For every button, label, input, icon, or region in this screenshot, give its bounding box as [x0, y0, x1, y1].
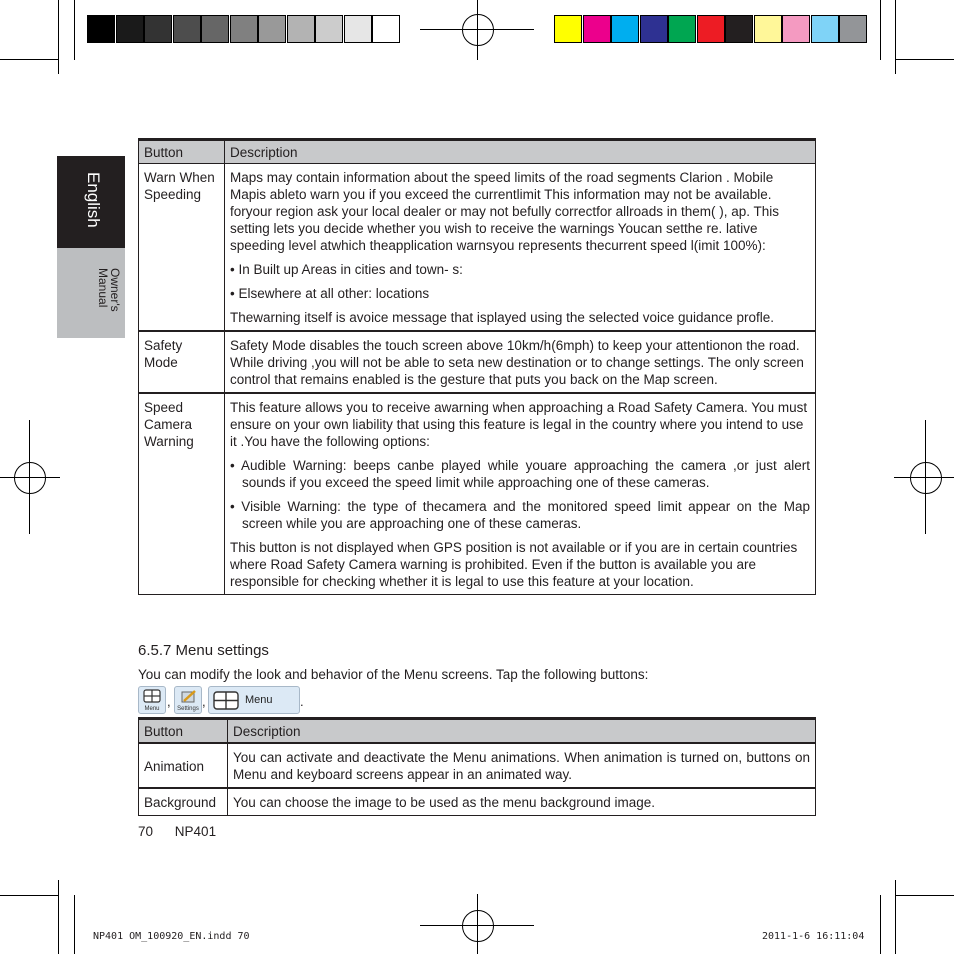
- row-button-name: Speed Camera Warning: [139, 393, 225, 595]
- language-tab: [57, 156, 125, 248]
- description-paragraph: Maps may contain information about the speed limits of the road segments Clarion . Mobile Mapis ableto warn you if you exceed the currentlimit This information may not be available. foryour region ask your local dealer or may not befully correctfor allroads in them( ), ap. This setting lets you decide whether you wish to receive the warnings Youcan setthe re. lative speeding level atwhich theapplication warnsyou represents thecurrent speed l(imit 100%):: [230, 170, 779, 253]
- color-swatch: [144, 15, 172, 43]
- table-row: [139, 331, 816, 393]
- slug-date: 2011-1-6 16:11:04: [762, 931, 865, 942]
- row-button-name: Safety Mode: [139, 331, 225, 393]
- color-swatch: [344, 15, 372, 43]
- header-description: Description: [225, 140, 816, 164]
- settings-icon-label: Settings: [177, 706, 199, 712]
- color-swatch: [87, 15, 115, 43]
- table-row: [139, 164, 816, 332]
- model-name: NP401: [174, 824, 217, 839]
- color-swatch: [782, 15, 810, 43]
- color-swatch: [583, 15, 611, 43]
- menu-button-icon[interactable]: [208, 686, 300, 714]
- color-swatch: [258, 15, 286, 43]
- row-button-name: Warn When Speeding: [139, 164, 225, 332]
- header-button: Button: [139, 719, 228, 744]
- description-paragraph: Safety Mode disables the touch screen above 10km/h(6mph) to keep your attentionon the road. While driving ,you will not be able to seta new destination or to change settings. The only screen control that remains enabled is the gesture that puts you back on the Map screen.: [230, 338, 804, 387]
- row-description: [225, 393, 816, 595]
- description-paragraph: Thewarning itself is avoice message that isplayed using the selected voice guidance profle.: [230, 310, 775, 325]
- table-row: [139, 393, 816, 595]
- description-bullet: • In Built up Areas in cities and town- s:: [230, 262, 463, 277]
- owners-manual-tab: [57, 248, 125, 338]
- color-swatch: [611, 15, 639, 43]
- color-swatch: [287, 15, 315, 43]
- page-number: 70: [138, 824, 154, 839]
- description-bullet: • Visible Warning: the type of thecamera and the monitored speed limit appear on the Map screen while you are approaching one of these cameras.: [230, 499, 810, 531]
- color-swatch: [839, 15, 867, 43]
- color-swatch: [230, 15, 258, 43]
- wrench-icon: [175, 688, 201, 706]
- row-description: [225, 164, 816, 332]
- description-paragraph: This button is not displayed when GPS position is not available or if you are in certain countries where Road Safety Camera warning is prohibited. Even if the button is available you are responsible for checking whether it is legal to use this feature at your location.: [230, 540, 798, 589]
- row-button-name: Animation: [139, 743, 228, 788]
- section-intro: You can modify the look and behavior of the Menu screens. Tap the following buttons:: [138, 667, 649, 682]
- section-heading: 6.5.7 Menu settings: [138, 642, 269, 659]
- color-swatch: [173, 15, 201, 43]
- menu-grid-icon: [139, 688, 165, 706]
- description-paragraph: This feature allows you to receive awarning when approaching a Road Safety Camera. You must ensure on your own liability that using this feature is legal in the country where you intend to use it .You have the following options:: [230, 400, 808, 449]
- color-swatch: [372, 15, 400, 43]
- separator: .: [300, 694, 304, 709]
- row-button-name: Background: [139, 788, 228, 816]
- table-header-row: [139, 719, 816, 744]
- separator: ,: [202, 694, 206, 709]
- color-swatch: [315, 15, 343, 43]
- row-description: You can choose the image to be used as the menu background image.: [228, 788, 816, 816]
- description-bullet: • Audible Warning: beeps canbe played while youare approaching the camera ,or just alert sounds if you exceed the speed limit while approaching one of these cameras.: [230, 458, 810, 490]
- color-swatch: [640, 15, 668, 43]
- row-description: [225, 331, 816, 393]
- menu-icon-label: Menu: [144, 706, 160, 712]
- table-row: [139, 788, 816, 816]
- language-label: English: [84, 172, 103, 228]
- menu-grid-icon: [211, 688, 243, 714]
- header-description: Description: [228, 719, 816, 744]
- slug-file: NP401 OM_100920_EN.indd 70: [93, 931, 250, 942]
- table-row: [139, 743, 816, 788]
- header-button: Button: [139, 140, 225, 164]
- color-swatch: [668, 15, 696, 43]
- color-swatch: [754, 15, 782, 43]
- separator: ,: [167, 694, 171, 709]
- menu-icon[interactable]: [138, 686, 166, 714]
- settings-table-1: [138, 138, 816, 595]
- row-description: You can activate and deactivate the Menu animations. When animation is turned on, buttons on Menu and keyboard screens appear in an animated way.: [228, 743, 816, 788]
- table-header-row: [139, 140, 816, 164]
- color-swatch: [697, 15, 725, 43]
- menu-button-label: Menu: [245, 694, 273, 706]
- color-swatch: [554, 15, 582, 43]
- page-footer: [138, 824, 216, 839]
- color-swatch: [811, 15, 839, 43]
- settings-table-2: [138, 717, 816, 816]
- color-swatch: [201, 15, 229, 43]
- settings-icon[interactable]: [174, 686, 202, 714]
- owners-manual-label: Owner's Manual: [96, 268, 122, 312]
- color-swatch: [116, 15, 144, 43]
- color-swatch: [725, 15, 753, 43]
- description-bullet: • Elsewhere at all other: locations: [230, 286, 430, 301]
